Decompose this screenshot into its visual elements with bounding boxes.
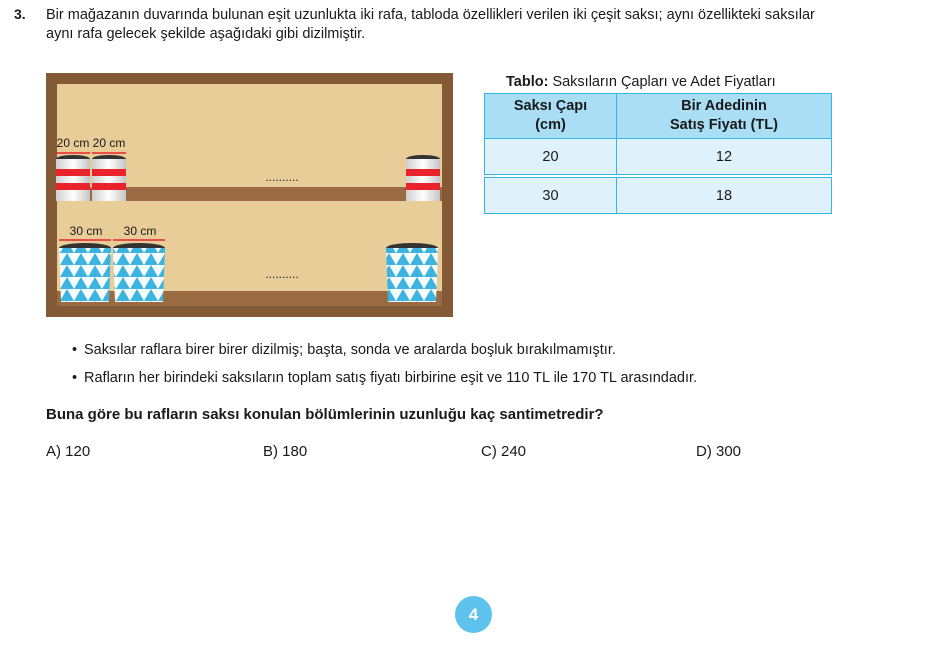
shelf-illustration bbox=[46, 73, 453, 317]
header-diameter bbox=[485, 94, 617, 139]
table-cell: 30 bbox=[485, 178, 617, 214]
table-caption-bold: Tablo: bbox=[506, 74, 549, 90]
bullet-marker: • bbox=[72, 370, 78, 386]
small-pot bbox=[406, 155, 440, 201]
choice-d[interactable]: D) 300 bbox=[696, 443, 742, 460]
header-text: Saksı Çapı bbox=[513, 98, 588, 114]
small-pot-label: 20 cm bbox=[92, 136, 126, 150]
header-text: (cm) bbox=[535, 117, 566, 133]
stem-line-1: Bir mağazanın duvarında bulunan eşit uzunlukta iki rafa, tabloda özellikleri verilen iki çeşit saksı; aynı özellikteki saksılar bbox=[46, 7, 815, 23]
table-row bbox=[485, 139, 832, 175]
table-row bbox=[485, 178, 832, 214]
small-pot bbox=[92, 155, 126, 201]
table-caption bbox=[506, 74, 776, 90]
large-pot bbox=[59, 243, 111, 302]
list-item bbox=[72, 369, 697, 397]
header-text: Bir Adedinin bbox=[681, 98, 767, 114]
choice-c[interactable]: C) 240 bbox=[481, 443, 527, 460]
top-shelf-dots: .......... bbox=[265, 170, 299, 184]
large-pot-label: 30 cm bbox=[69, 224, 103, 238]
large-pot-label: 30 cm bbox=[123, 224, 157, 238]
table-cell: 20 bbox=[485, 139, 617, 175]
question-stem bbox=[46, 6, 946, 44]
header-price bbox=[617, 94, 832, 139]
list-item-text: Saksılar raflara birer birer dizilmiş; başta, sonda ve aralarda boşluk bırakılmamıştır. bbox=[84, 342, 616, 358]
choice-b[interactable]: B) 180 bbox=[263, 443, 308, 460]
page-number-badge: 4 bbox=[455, 596, 492, 633]
bottom-shelf-dots: .......... bbox=[265, 267, 299, 281]
list-item-text: Rafların her birindeki saksıların toplam satış fiyatı birbirine eşit ve 110 TL ile 170 TL arasındadır. bbox=[84, 370, 698, 386]
large-pot bbox=[113, 243, 165, 302]
header-text: Satış Fiyatı (TL) bbox=[670, 117, 778, 133]
large-pot bbox=[386, 243, 438, 302]
small-pot bbox=[56, 155, 90, 201]
question-number: 3. bbox=[14, 6, 26, 22]
table-cell: 18 bbox=[617, 178, 832, 214]
table-cell: 12 bbox=[617, 139, 832, 175]
condition-list bbox=[72, 341, 697, 397]
table-header-row bbox=[485, 94, 832, 139]
pot-table bbox=[484, 93, 832, 214]
choice-a[interactable]: A) 120 bbox=[46, 443, 91, 460]
stem-line-2: aynı rafa gelecek şekilde aşağıdaki gibi dizilmiştir. bbox=[46, 26, 366, 42]
bullet-marker: • bbox=[72, 342, 78, 358]
list-item bbox=[72, 341, 697, 369]
small-pot-label: 20 cm bbox=[56, 136, 90, 150]
question-prompt: Buna göre bu rafların saksı konulan bölümlerinin uzunluğu kaç santimetredir? bbox=[46, 406, 604, 423]
table-caption-text: Saksıların Çapları ve Adet Fiyatları bbox=[548, 74, 776, 90]
